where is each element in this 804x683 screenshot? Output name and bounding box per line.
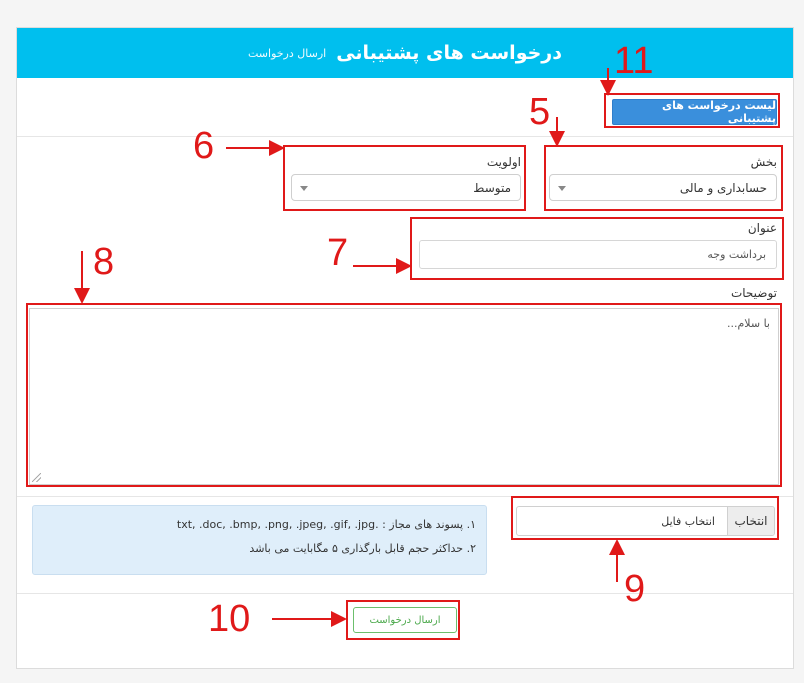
- divider: [17, 593, 793, 594]
- annotation-number: 10: [208, 598, 251, 640]
- info-line: ۲. حداکثر حجم قابل بارگذاری ۵ مگابایت می باشد: [249, 542, 476, 555]
- page-title: درخواست های پشتیبانی: [336, 42, 562, 64]
- annotation-number: 6: [193, 125, 215, 167]
- highlight-box: [604, 93, 780, 128]
- annotation-number: 9: [624, 568, 646, 610]
- department-value: حسابداری و مالی: [679, 180, 767, 195]
- priority-value: متوسط: [473, 180, 511, 195]
- highlight-box: [544, 145, 783, 211]
- panel-header: [17, 28, 793, 82]
- highlight-box: [283, 145, 526, 211]
- subject-label: عنوان: [747, 221, 777, 235]
- info-line: ۱. پسوند های مجاز : .txt, .doc, .bmp, .png, .jpeg, .gif, .jpg: [176, 518, 476, 531]
- department-label: بخش: [750, 155, 777, 169]
- priority-label: اولویت: [486, 155, 521, 169]
- subject-input[interactable]: برداشت وجه: [419, 240, 777, 269]
- description-label: توضیحات: [730, 286, 777, 300]
- highlight-box: [410, 217, 784, 280]
- file-choose-button[interactable]: انتخاب: [727, 507, 774, 535]
- ticket-list-button[interactable]: لیست درخواست های پشتیبانی: [612, 99, 777, 125]
- annotation-number: 7: [327, 232, 349, 274]
- highlight-box: [511, 496, 779, 540]
- page-subtitle: ارسال درخواست: [248, 46, 327, 60]
- upload-info-box: [32, 505, 487, 575]
- description-value: با سلام...: [727, 317, 770, 330]
- annotation-number: 11: [614, 40, 654, 82]
- annotation-number: 5: [529, 91, 551, 133]
- highlight-box: [26, 303, 782, 487]
- file-name-field[interactable]: انتخاب فایل: [661, 514, 715, 528]
- annotation-number: 8: [93, 241, 115, 283]
- divider: [17, 136, 793, 137]
- submit-button[interactable]: ارسال درخواست: [353, 607, 457, 633]
- highlight-box: [346, 600, 460, 640]
